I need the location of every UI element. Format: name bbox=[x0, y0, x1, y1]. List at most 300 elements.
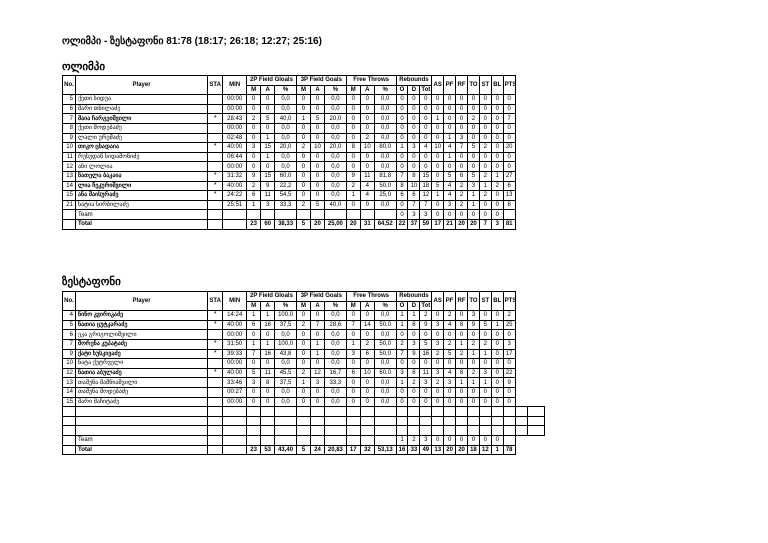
stat-pf_pct: 0,0 bbox=[374, 95, 396, 105]
starter-mark: * bbox=[208, 368, 223, 378]
stat-bl: 0 bbox=[491, 152, 503, 162]
stat-as: 1 bbox=[432, 114, 444, 124]
player-number: 9 bbox=[63, 133, 76, 143]
stat-st: 0 bbox=[479, 123, 491, 133]
stat-m3: 2 bbox=[296, 320, 310, 330]
total-stat-tot: 49 bbox=[420, 445, 432, 455]
stat-as: 0 bbox=[432, 152, 444, 162]
col-header-ft: Free Throws bbox=[346, 292, 396, 302]
total-stat-m3: 5 bbox=[296, 219, 310, 229]
empty-cell bbox=[63, 445, 76, 455]
minutes: 00:00 bbox=[223, 95, 247, 105]
stat-m3: 0 bbox=[296, 123, 310, 133]
empty-cell bbox=[360, 426, 374, 436]
player-number: 10 bbox=[63, 143, 76, 153]
stat-pf: 4 bbox=[444, 320, 456, 330]
total-stat-p3: 25,00 bbox=[325, 219, 347, 229]
empty-cell bbox=[396, 416, 408, 426]
stat-mf: 0 bbox=[346, 200, 360, 210]
stat-pf_pct: 0,0 bbox=[374, 162, 396, 172]
stat-m3: 0 bbox=[296, 181, 310, 191]
col-header-rebounds: Rebounds bbox=[396, 76, 432, 86]
player-name: ნატა ქუტრველი bbox=[75, 359, 207, 369]
total-stat-d: 33 bbox=[408, 445, 420, 455]
stat-o: 1 bbox=[396, 311, 408, 321]
player-row bbox=[63, 330, 545, 340]
empty-cell bbox=[75, 407, 207, 417]
col-header-player: Player bbox=[75, 76, 207, 95]
team-stat-rf: 0 bbox=[456, 210, 468, 220]
subheader-a: A bbox=[360, 85, 374, 95]
team-stat-tot: 3 bbox=[420, 210, 432, 220]
stat-bl: 0 bbox=[491, 123, 503, 133]
stat-a3: 10 bbox=[310, 143, 324, 153]
stat-to: 0 bbox=[467, 162, 479, 172]
empty-cell bbox=[432, 426, 444, 436]
empty-cell bbox=[261, 416, 275, 426]
stat-m3: 0 bbox=[296, 191, 310, 201]
stat-pf: 5 bbox=[444, 171, 456, 181]
empty-cell bbox=[503, 426, 515, 436]
stat-st: 2 bbox=[479, 171, 491, 181]
stat-a3: 0 bbox=[310, 95, 324, 105]
subheader-m: M bbox=[346, 85, 360, 95]
team-stat-to: 0 bbox=[467, 435, 479, 445]
stat-tot: 0 bbox=[420, 104, 432, 114]
minutes: 40:00 bbox=[223, 320, 247, 330]
stat-a3: 0 bbox=[310, 104, 324, 114]
subheader-o: O bbox=[396, 85, 408, 95]
stat-rf: 2 bbox=[456, 191, 468, 201]
stat-p2: 20,0 bbox=[275, 143, 297, 153]
stat-st: 0 bbox=[479, 311, 491, 321]
stat-a2: 0 bbox=[261, 162, 275, 172]
minutes: 40:00 bbox=[223, 143, 247, 153]
empty-cell bbox=[408, 407, 420, 417]
stat-mf: 0 bbox=[346, 114, 360, 124]
stat-bl: 0 bbox=[491, 114, 503, 124]
stat-a2: 0 bbox=[261, 95, 275, 105]
player-row bbox=[63, 339, 545, 349]
stat-tot: 9 bbox=[420, 320, 432, 330]
total-stat-m2: 23 bbox=[247, 445, 261, 455]
player-number: 15 bbox=[63, 191, 76, 201]
stat-a3: 5 bbox=[310, 200, 324, 210]
col-header-st: ST bbox=[479, 76, 491, 95]
stat-m3: 0 bbox=[296, 387, 310, 397]
empty-cell bbox=[346, 407, 360, 417]
stat-p2: 60,0 bbox=[275, 171, 297, 181]
stat-st: 0 bbox=[479, 114, 491, 124]
team-stat-tot: 3 bbox=[420, 435, 432, 445]
stat-o: 1 bbox=[396, 143, 408, 153]
stat-a2: 15 bbox=[261, 171, 275, 181]
stat-af: 0 bbox=[360, 311, 374, 321]
subheader-pct: % bbox=[275, 301, 297, 311]
stat-pf_pct: 50,0 bbox=[374, 339, 396, 349]
stat-m3: 2 bbox=[296, 143, 310, 153]
stat-o: 0 bbox=[396, 152, 408, 162]
total-stat-m2: 23 bbox=[247, 219, 261, 229]
stat-to: 0 bbox=[467, 387, 479, 397]
stat-m3: 1 bbox=[296, 378, 310, 388]
stat-af: 4 bbox=[360, 181, 374, 191]
subheader-m: M bbox=[296, 85, 310, 95]
starter-mark: * bbox=[208, 143, 223, 153]
stat-p2: 0,0 bbox=[275, 95, 297, 105]
stat-tot: 15 bbox=[420, 171, 432, 181]
empty-cell bbox=[63, 219, 76, 229]
stat-a3: 0 bbox=[310, 133, 324, 143]
stat-pts: 3 bbox=[503, 339, 515, 349]
stat-to: 0 bbox=[467, 152, 479, 162]
col-header-sta: STA bbox=[208, 76, 223, 95]
stat-a3: 1 bbox=[310, 349, 324, 359]
empty-cell bbox=[63, 416, 76, 426]
player-row bbox=[63, 152, 545, 162]
stat-st: 2 bbox=[479, 191, 491, 201]
stat-as: 2 bbox=[432, 349, 444, 359]
header-row bbox=[63, 76, 545, 86]
stat-d: 1 bbox=[408, 311, 420, 321]
subheader-a: A bbox=[360, 301, 374, 311]
stat-d: 8 bbox=[408, 368, 420, 378]
stat-a3: 0 bbox=[310, 171, 324, 181]
subheader-a: A bbox=[261, 301, 275, 311]
stat-p2: 0,0 bbox=[275, 104, 297, 114]
stat-af: 0 bbox=[360, 387, 374, 397]
empty-cell bbox=[456, 426, 468, 436]
stat-o: 0 bbox=[396, 387, 408, 397]
team-stat-bl: 0 bbox=[491, 210, 503, 220]
empty-cell bbox=[374, 435, 396, 445]
total-stat-o: 16 bbox=[396, 445, 408, 455]
stat-tot: 0 bbox=[420, 95, 432, 105]
subheader-pct: % bbox=[325, 85, 347, 95]
stat-pf: 3 bbox=[444, 200, 456, 210]
empty-cell bbox=[296, 426, 310, 436]
stat-mf: 0 bbox=[346, 162, 360, 172]
total-row bbox=[63, 445, 545, 455]
total-stat-bl: 1 bbox=[491, 445, 503, 455]
stat-to: 5 bbox=[467, 171, 479, 181]
col-header-pf: PF bbox=[444, 292, 456, 311]
stat-af: 2 bbox=[360, 339, 374, 349]
stat-pf: 5 bbox=[444, 349, 456, 359]
stat-pts: 20 bbox=[503, 143, 515, 153]
stat-tot: 0 bbox=[420, 387, 432, 397]
stat-tot: 2 bbox=[420, 311, 432, 321]
stat-af: 2 bbox=[360, 133, 374, 143]
stat-rf: 6 bbox=[456, 171, 468, 181]
col-header-2p: 2P Field Gloals bbox=[247, 292, 297, 302]
stat-m3: 0 bbox=[296, 359, 310, 369]
player-name: ქეთი მოდებაძე bbox=[75, 123, 207, 133]
stat-as: 3 bbox=[432, 339, 444, 349]
empty-cell bbox=[420, 426, 432, 436]
stat-mf: 3 bbox=[346, 349, 360, 359]
minutes: 00:27 bbox=[223, 387, 247, 397]
stat-pf: 0 bbox=[444, 95, 456, 105]
stat-mf: 0 bbox=[346, 95, 360, 105]
stat-bl: 0 bbox=[491, 387, 503, 397]
stat-d: 2 bbox=[408, 378, 420, 388]
stat-m2: 9 bbox=[247, 171, 261, 181]
empty-cell bbox=[247, 426, 261, 436]
stat-a3: 3 bbox=[310, 378, 324, 388]
empty-cell bbox=[296, 416, 310, 426]
empty-cell bbox=[310, 407, 324, 417]
minutes: 00:00 bbox=[223, 162, 247, 172]
stat-af: 0 bbox=[360, 95, 374, 105]
total-stat-as: 17 bbox=[432, 219, 444, 229]
player-row bbox=[63, 162, 545, 172]
stat-bl: 1 bbox=[491, 171, 503, 181]
stat-as: 0 bbox=[432, 397, 444, 407]
empty-cell bbox=[503, 210, 515, 220]
empty-cell bbox=[420, 407, 432, 417]
stat-a2: 3 bbox=[261, 200, 275, 210]
stat-rf: 0 bbox=[456, 387, 468, 397]
team-stat-st: 0 bbox=[479, 435, 491, 445]
stat-a2: 1 bbox=[261, 152, 275, 162]
stat-to: 1 bbox=[467, 349, 479, 359]
minutes: 31:32 bbox=[223, 171, 247, 181]
stat-to: 1 bbox=[467, 191, 479, 201]
stat-to: 3 bbox=[467, 181, 479, 191]
stat-m3: 0 bbox=[296, 133, 310, 143]
empty-cell bbox=[408, 426, 420, 436]
stat-p3: 0,0 bbox=[325, 104, 347, 114]
subheader-a: A bbox=[310, 301, 324, 311]
subheader-pct: % bbox=[325, 301, 347, 311]
stat-bl: 0 bbox=[491, 143, 503, 153]
stat-pts: 22 bbox=[503, 368, 515, 378]
empty-cell bbox=[310, 435, 324, 445]
col-header-bl: BL bbox=[491, 292, 503, 311]
player-name: შორენა კუპატაძე bbox=[75, 339, 207, 349]
empty-cell bbox=[420, 416, 432, 426]
stat-p3: 0,0 bbox=[325, 397, 347, 407]
stat-pf: 0 bbox=[444, 104, 456, 114]
empty-row bbox=[63, 416, 545, 426]
stat-rf: 2 bbox=[456, 200, 468, 210]
team-name-home: ოლიმპი bbox=[62, 61, 106, 73]
stat-p2: 0,0 bbox=[275, 330, 297, 340]
empty-cell bbox=[63, 210, 76, 220]
empty-cell bbox=[63, 435, 76, 445]
stat-tot: 16 bbox=[420, 349, 432, 359]
col-header-rebounds: Rebounds bbox=[396, 292, 432, 302]
stat-m2: 6 bbox=[247, 191, 261, 201]
empty-cell bbox=[208, 219, 223, 229]
stat-m3: 0 bbox=[296, 152, 310, 162]
player-row bbox=[63, 378, 545, 388]
player-name: ქატი ხუსკივაძე bbox=[75, 349, 207, 359]
stat-rf: 0 bbox=[456, 397, 468, 407]
stat-as: 0 bbox=[432, 171, 444, 181]
stat-bl: 2 bbox=[491, 181, 503, 191]
stat-bl: 0 bbox=[491, 95, 503, 105]
player-name: თამუნა მოდებაძე bbox=[75, 387, 207, 397]
team-stat-pf: 0 bbox=[444, 435, 456, 445]
empty-cell bbox=[296, 435, 310, 445]
stat-m3: 0 bbox=[296, 104, 310, 114]
empty-cell bbox=[208, 426, 223, 436]
total-stat-tot: 59 bbox=[420, 219, 432, 229]
empty-cell bbox=[208, 210, 223, 220]
stat-pts: 0 bbox=[503, 397, 515, 407]
stat-st: 0 bbox=[479, 162, 491, 172]
stat-d: 0 bbox=[408, 152, 420, 162]
team-stat-bl: 0 bbox=[491, 435, 503, 445]
minutes: 33:46 bbox=[223, 378, 247, 388]
stat-p3: 33,3 bbox=[325, 378, 347, 388]
empty-cell bbox=[223, 435, 247, 445]
empty-cell bbox=[503, 407, 515, 417]
stat-af: 0 bbox=[360, 359, 374, 369]
stat-m2: 1 bbox=[247, 311, 261, 321]
total-stat-as: 13 bbox=[432, 445, 444, 455]
stat-st: 0 bbox=[479, 133, 491, 143]
stat-bl: 0 bbox=[491, 133, 503, 143]
stat-bl: 1 bbox=[491, 320, 503, 330]
total-stat-mf: 17 bbox=[346, 445, 360, 455]
total-stat-rf: 20 bbox=[456, 219, 468, 229]
player-number: 13 bbox=[63, 171, 76, 181]
col-header-ft: Free Throws bbox=[346, 76, 396, 86]
stat-bl: 0 bbox=[491, 330, 503, 340]
col-header-3p: 3P Field Goals bbox=[296, 76, 346, 86]
starter-mark bbox=[208, 104, 223, 114]
stat-rf: 3 bbox=[456, 133, 468, 143]
stat-d: 10 bbox=[408, 181, 420, 191]
empty-cell bbox=[374, 416, 396, 426]
empty-cell bbox=[374, 407, 396, 417]
stat-p2: 37,5 bbox=[275, 378, 297, 388]
empty-cell bbox=[275, 407, 297, 417]
stat-pf: 1 bbox=[444, 133, 456, 143]
stat-d: 0 bbox=[408, 359, 420, 369]
stat-st: 0 bbox=[479, 200, 491, 210]
stat-af: 6 bbox=[360, 349, 374, 359]
stat-m2: 0 bbox=[247, 387, 261, 397]
col-header-no: No. bbox=[63, 292, 76, 311]
player-number: 10 bbox=[63, 359, 76, 369]
total-stat-o: 22 bbox=[396, 219, 408, 229]
stat-pf: 3 bbox=[444, 378, 456, 388]
starter-mark: * bbox=[208, 339, 223, 349]
stat-bl: 0 bbox=[491, 359, 503, 369]
header-row bbox=[63, 292, 545, 302]
game-title: ოლიმპი - ზესტაფონი 81:78 (18:17; 26:18; 12:27; 25:16) bbox=[62, 36, 322, 47]
player-row bbox=[63, 133, 545, 143]
empty-cell bbox=[75, 416, 207, 426]
empty-cell bbox=[208, 407, 223, 417]
player-name: ნათია აბულაძე bbox=[75, 368, 207, 378]
stat-pf_pct: 0,0 bbox=[374, 123, 396, 133]
stat-pf_pct: 0,0 bbox=[374, 330, 396, 340]
stat-pts: 27 bbox=[503, 171, 515, 181]
stat-af: 0 bbox=[360, 152, 374, 162]
empty-cell bbox=[261, 210, 275, 220]
empty-cell bbox=[310, 416, 324, 426]
col-header-sta: STA bbox=[208, 292, 223, 311]
player-row bbox=[63, 200, 545, 210]
player-number: 15 bbox=[63, 397, 76, 407]
player-number: 4 bbox=[63, 311, 76, 321]
stat-o: 0 bbox=[396, 359, 408, 369]
total-stat-p2: 38,33 bbox=[275, 219, 297, 229]
player-number: 5 bbox=[63, 320, 76, 330]
stat-o: 6 bbox=[396, 191, 408, 201]
minutes: 40:00 bbox=[223, 181, 247, 191]
stat-as: 3 bbox=[432, 368, 444, 378]
player-row bbox=[63, 368, 545, 378]
stat-p3: 0,0 bbox=[325, 152, 347, 162]
stat-m2: 3 bbox=[247, 378, 261, 388]
subheader-d: D bbox=[408, 85, 420, 95]
minutes: 00:00 bbox=[223, 330, 247, 340]
col-header-no: No. bbox=[63, 76, 76, 95]
stat-mf: 0 bbox=[346, 387, 360, 397]
subheader-tot: Tot bbox=[421, 86, 431, 93]
stat-p3: 20,0 bbox=[325, 143, 347, 153]
stat-d: 0 bbox=[408, 397, 420, 407]
col-header-pts: PTS bbox=[503, 292, 515, 311]
player-row bbox=[63, 397, 545, 407]
empty-cell bbox=[527, 416, 544, 426]
empty-cell bbox=[479, 407, 491, 417]
empty-cell bbox=[515, 416, 527, 426]
team-stat-as: 0 bbox=[432, 435, 444, 445]
col-header-3p: 3P Field Goals bbox=[296, 292, 346, 302]
stat-a2: 16 bbox=[261, 349, 275, 359]
total-stat-pts: 81 bbox=[503, 219, 515, 229]
stat-bl: 0 bbox=[491, 397, 503, 407]
stat-m3: 0 bbox=[296, 171, 310, 181]
stat-m2: 0 bbox=[247, 359, 261, 369]
stat-rf: 8 bbox=[456, 368, 468, 378]
stat-tot: 11 bbox=[420, 368, 432, 378]
stat-a3: 0 bbox=[310, 123, 324, 133]
total-stat-pf: 21 bbox=[444, 219, 456, 229]
stat-pf_pct: 0,0 bbox=[374, 152, 396, 162]
stat-pf_pct: 81,8 bbox=[374, 171, 396, 181]
stat-st: 0 bbox=[479, 330, 491, 340]
stat-m3: 0 bbox=[296, 397, 310, 407]
stat-d: 0 bbox=[408, 330, 420, 340]
stat-pf_pct: 0,0 bbox=[374, 200, 396, 210]
stat-pts: 0 bbox=[503, 152, 515, 162]
empty-cell bbox=[360, 210, 374, 220]
stat-pf: 4 bbox=[444, 368, 456, 378]
minutes: 06:44 bbox=[223, 152, 247, 162]
stat-d: 0 bbox=[408, 162, 420, 172]
stat-d: 9 bbox=[408, 349, 420, 359]
stat-p2: 33,3 bbox=[275, 200, 297, 210]
empty-cell bbox=[491, 426, 503, 436]
player-name: ლია ჩეკურიშვილი bbox=[75, 181, 207, 191]
empty-cell bbox=[408, 416, 420, 426]
empty-cell bbox=[247, 435, 261, 445]
stat-bl: 0 bbox=[491, 311, 503, 321]
stat-af: 0 bbox=[360, 123, 374, 133]
player-number: 7 bbox=[63, 114, 76, 124]
stat-a3: 0 bbox=[310, 359, 324, 369]
stat-o: 0 bbox=[396, 95, 408, 105]
stat-pts: 17 bbox=[503, 349, 515, 359]
